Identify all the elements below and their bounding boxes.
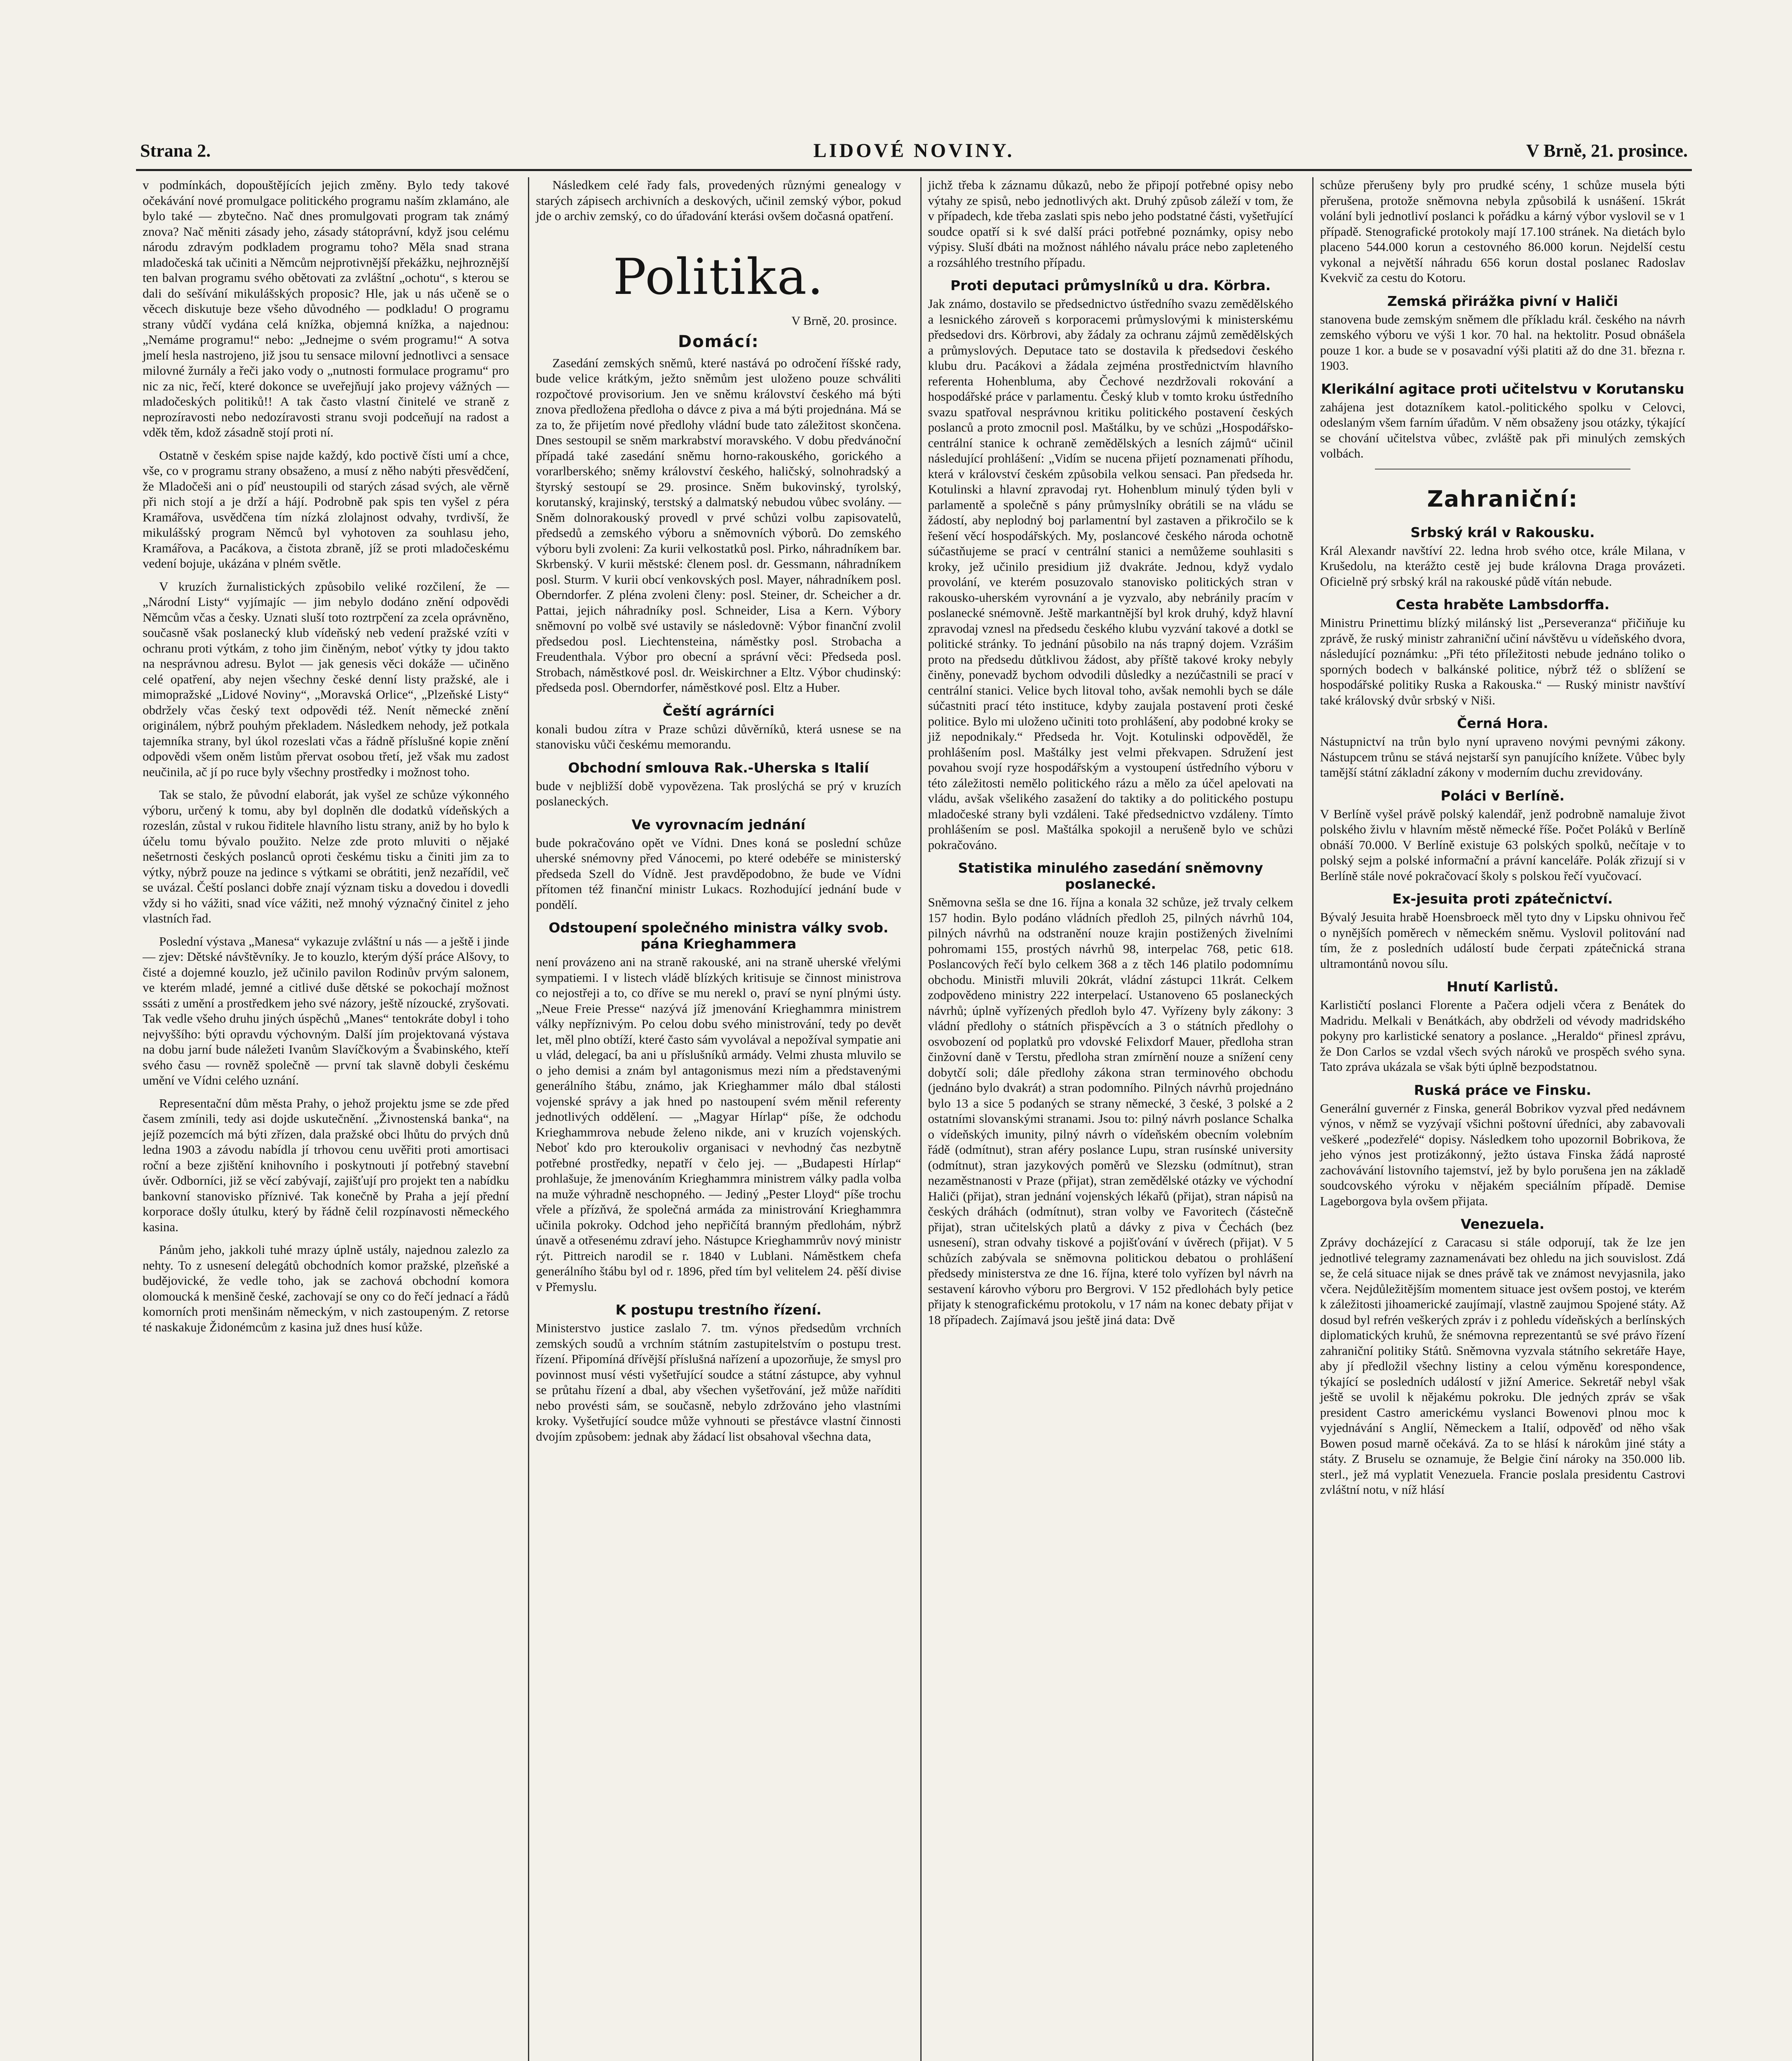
paragraph: bude pokračováno opět ve Vídni. Dnes koná se poslední schůze uherské snémovny před Vánocemi, po které odebéře se ministerský předseda Szell do Vídně. Jest pravděpodobno, že bude ve Vídni přítomen též finanční ministr Lukacs. Rozhodující jednání bude v pondělí. <box>536 835 901 912</box>
article-heading: Černá Hora. <box>1457 715 1548 731</box>
page-number: Strana 2. <box>140 141 211 161</box>
paragraph: Následkem celé řady fals, provedených různými genealogy v starých zápisech archivních a deskových, učinil zemský výbor, pokud jde o archiv zemský, co do úřadování kterási ovšem dočasná opatření. <box>536 178 901 223</box>
paragraph: Tak se stalo, že původní elaborát, jak vyšel ze schůze výkonného výboru, určený k tomu, aby byl doplněn dle dodatků vídeňských a rozeslán, zůstal v rukou řiditele hlavního listu strany, aniž by ho bylo k účelu tomu bývalo použito. Nelze zde proto mluviti o nějaké nešetrnosti českých poslanců oproti českému tisku a činiti jim za to výtky, nýbrž pouze na jedince s výtkami se obrátiti, jenž nezařídil, več se uvázal. Čeští poslanci dobře znají význam tisku a dovedou i dovedli vždy si ho vážiti, snad více vážiti, než mnohý význačný činitel z jeho vlastních řad. <box>143 787 509 925</box>
paragraph: Ministru Prinettimu blízký milánský list „Perseveranza“ přičiňuje ku zprávě, že ruský ministr zahraniční učiní návštěvu u vídeňského dvora, následující poznámku: „Při této příležitosti nebude jednáno toliko o sporných bodech v balkánské politice, nýbrž též o sblížení se hospodářské politiky Ruska a Rakouska.“ — Ruský ministr navštíví také královský dvůr srbský v Niši. <box>1320 615 1685 707</box>
paragraph: konali budou zítra v Praze schůzi důvěrníků, která usnese se na stanovisku vůči českému memorandu. <box>536 721 901 751</box>
paragraph: zahájena jest dotazníkem katol.-politického spolku v Celovci, odeslaným všem farním úřadům. V něm obsaženy jsou otázky, týkající se chování učitelstva vůbec, zvláště pak při minulých zemských volbách. <box>1320 399 1685 460</box>
section-domestic: Domácí: <box>678 332 759 351</box>
column-4 <box>1312 177 1692 2061</box>
paragraph: bude v nejbližší době vypovězena. Tak proslýchá se prý v kruzích poslaneckých. <box>536 778 901 808</box>
column-1 <box>136 177 516 2061</box>
paragraph: stanovena bude zemským sněmem dle příkladu král. českého na návrh zemského výboru ve výši 1 kor. 70 hal. na hektolitr. Posud obnášela pouze 1 kor. a bude se v posavadní výši platiti až do dne 31. března r. 1903. <box>1320 312 1685 373</box>
paragraph: Representační dům města Prahy, o jehož projektu jsme se zde před časem zmínili, tedy asi dojde uskutečnění. „Živnostenská banka“, na jejíž pozemcích má býti zřízen, dala pražské obci lhůtu do prvých dnů ledna 1903 a závodu nabídla jí trhovou cenu uvěřiti proti amortisaci roční a beze zjištění knihovního i poskytnouti jí potřebný stavební úvěr. Odborníci, již se věcí zabývají, zajišťují pro projekt ten a nabídku bankovní stanovisko příznivé. Tak konečně by Praha a její přední korporace došly útulku, který by řádně čelil rozpínavosti německého kasina. <box>143 1096 509 1234</box>
paragraph: jichž třeba k záznamu důkazů, nebo že připojí potřebné opisy nebo výtahy ze spisů, nebo jednotlivých akt. Druhý způsob záleží v tom, že v případech, kde třeba zaslati spis nebo jeho podstatné části, vyšetřující soudce opatří si k své další práci potřebné poznámky, opisy nebo výpisy. Sluší dbáti na možnost náhlého návalu práce nebo zapleteného a rozsáhlého trestního případu. <box>928 178 1293 270</box>
politics-title: Politika. <box>613 248 824 306</box>
paragraph: Zasedání zemských sněmů, které nastává po odročení říšské rady, bude velice krátkým, ježto sněmům jest uloženo pouze schváliti rozpočtové provisorium. Jen ve sněmu království českého má býti znova předložena předloha o dávce z piva a má býti projednána. Má se za to, že přijetím nové předlohy vládní bude tato záležitost skončena. Dnes sestoupil se sněm markrabství moravského. V dobu předvánoční případá také zasedání sněmu horno-rakouského, gorického a vorarlberského; sněmy království českého, haličský, solnohradský a štyrský sestoupí se 29. prosince. Sněm bukovinský, tyrolský, korutanský, krajinský, terstský a dalmatský nebudou vůbec svolány. — Sněm dolnorakouský provedl v prvé schůzi volbu zapisovatelů, předsedů a zemského výboru a sněmovních výborů. Do zemského výboru byli zvoleni: Za kurii velkostatků posl. Pirko, náhradníkem bar. Skrbenský. V kurii městské: členem posl. dr. Gessmann, náhradníkem posl. Sturm. V kurii obcí venkovských posl. Mayer, náhradníkem posl. Oberndorfer. Z pléna zvoleni členy: posl. Steiner, dr. Scheicher a dr. Pattai, jejich náhradníky posl. Schneider, Lisa a Kern. Výbory sněmovní po volbě své ustavily se následovně: Výbor finanční zvolil předsedou posl. Liechtensteina, náměstky posl. Strobacha a Freudenthala. Výbor pro obecní a správní věci: Předseda posl. Strobach, náměstkové posl. dr. Weiskirchner a Eltz. Výbor chudinský: předseda posl. Oberndorfer, náměstkové posl. Eltz a Huber. <box>536 355 901 695</box>
newspaper-page <box>136 136 1692 2061</box>
article-heading: Ex-jesuita proti zpátečnictví. <box>1392 891 1613 907</box>
paragraph: Generální guvernér z Finska, generál Bobrikov vyzval před nedávnem výnos, v němž se vyzývají všichni poštovní úředníci, aby zabavovali veškeré „podezřelé“ dopisy. Následkem toho upozornil Bobrikova, že jeho výnos jest protizákonný, ježto ústava Finska žádá naprosté zachovávání listovního tajemství, jež by bylo porušena jen na základě soudcovského výroku v nějakém speciálním případě. Demise Lageborgova byla ovšem přijata. <box>1320 1101 1685 1208</box>
paragraph: Pánům jeho, jakkoli tuhé mrazy úplně ustály, najednou zalezlo za nehty. To z usnesení delegátů obchodních komor pražské, plzeňské a budějovické, že vedle toho, jak se zachová obchodní komora olomoucká k menšině české, zachovají se ony co do řečí jednací a řádů komorních proti menšinám německým, v nich zastoupeným. Z retorse té naskakuje Židonémcům z kasina juž dnes husí kůže. <box>143 1242 509 1334</box>
article-heading: Poláci v Berlíně. <box>1440 787 1565 804</box>
article-heading: Čeští agrárníci <box>662 702 774 719</box>
paragraph: V Berlíně vyšel právě polský kalendář, jenž podrobně namaluje život polského živlu v hlavním městě německé říše. Počet Poláků v Berlíně obnáší 70.000. V Berlíně existuje 63 polských spolků, nečítaje v to polský sejm a polské informační a právní kanceláře. Polák zřizují si v Berlíně stále nové pokračovací školy s polskou řečí vyučovací. <box>1320 806 1685 883</box>
article-heading: K postupu trestního řízení. <box>615 1302 822 1318</box>
newspaper-title: LIDOVÉ NOVINY. <box>813 140 1015 162</box>
article-heading: Hnutí Karlistů. <box>1447 979 1559 995</box>
paragraph: Ostatně v českém spise najde každý, kdo poctivě čísti umí a chce, vše, co v programu strany obsaženo, a musí z něho nabýti přesvědčení, že Mladočeši ani o píď neustoupili od starých zásad svých, ale věrně při nich stojí a je drží a hájí. Podrobně pak spis ten vyšel z péra Kramářova, usvědčena tím nízká zlolajnost odvahy, tvrdivší, že mikulášský program Němců byl vyhotoven za souhlasu jeho, Kramářova, a Pacákova, a čistota zbraně, jíž se proti mladočeskému vedení bojuje, ukázána v plném světle. <box>143 448 509 570</box>
article-heading: Klerikální agitace proti učitelstvu v Korutansku <box>1321 380 1684 397</box>
column-2 <box>528 177 908 2061</box>
paragraph: Sněmovna sešla se dne 16. října a konala 32 schůze, jež trvaly celkem 157 hodin. Bylo podáno vládních předloh 25, pilných návrhů 104, pilných návrhů na odstranění nouze krajin postižených živelními pohromami 155, prostých návrhů 98, interpelac 768, petic 618. Poslancových řečí bylo celkem 368 a z těch 146 platilo podomnímu obchodu. Ministři mluvili 20krát, vládní zástupci 11krát. Celkem zodpovědeno ministry 222 interpelací. Ustanoveno 65 poslaneckých návrhů; úplně vyřízených předloh bylo 47. Vyřízeny byly zákony: 3 vládní předlohy o státních přispěvcích a 3 o státních předlohy o osvobození od poplatků pro vdovské Felixdorf Mauer, předloha stran činžovní daně v Terstu, předloha stran zmírnění nouze a snížení ceny dobytčí soli; dále předlohy zákona stran terminového obchodu (jednáno bylo dvakrát) a stran podomního. Pilných návrhů projednáno bylo 13 a sice 5 podaných se strany německé, 3 české, 3 polské a 2 ostatními slovanskými stranami. Jsou to: pilný návrh poslance Schalka o vídeňských imunity, pilný návrh o vídeňském obecním volebním řádě (odmítnut), stran aféry poslance Lupu, stran rusínské university (odmítnut), stran jazykových poměrů ve Slezsku (odmítnut), stran nezaměstnanosti v Praze (přijat), stran zemědělské otázky ve východní Haliči (přijat), stran jednání vojenských lékařů (přijat), stran nápisů na českých dráhách (odmítnut), stran volby ve Favoritech (částečně přijat), stran učitelských platů a dávky z piva v Čechách (bez usnesení), stran odvahy tiskové a pojišťování v úvěrech (přijat). V 5 schůzích zabývala se sněmovna politickou debatou o prohlášení předsedy ministerstva ze dne 16. října, které tolo vyřízen byl návrh na sestavení károvho výboru pro Bergrovi. V 152 předlohách byly petice přijaty k stenografickému protokolu, v 17 nám na konec debaty přijat v 18 případech. Zajímavá jsou ještě jiná data: Dvě <box>928 895 1293 1327</box>
section-foreign: Zahraniční: <box>1427 486 1579 512</box>
paragraph: v podmínkách, dopouštějících jejich změny. Bylo tedy takové očekávání nové promulgace politického programu naším zklamáno, ale bylo také — zbytečno. Nač dnes promulgovati program tak známý znova? Nač měniti zásady jeho, zásady státoprávní, když jsou celému národu zdravým podkladem programu toho? Měla snad strana mladočeská tak učiniti a Němcům nejprotivnější překážku, nejhroznější ten balvan programu svého obětovati za zvláštní „ochotu“, s kterou se dali do sešívání mikulášských proposic? Hle, jak u nás učeně se o věcech diskutuje beze všeho důvodného — podkladu! O programu strany vůdčí vydána celá knížka, objemná knížka, a najednou: „Nemáme programu!“ nebo: „Jednejme o svém programu!“ A sotva jmelí hesla nastrojeno, již jsou tu sensace milovní jednotlivci a sensace milovné žurnály a řeči jako vody o „nutnosti formulace programu“ pro nic za nic, řečí, které dokonce se uveřejňují jako projevy vážných — mladočeských politiků!! A tak často vlastní činitelé ve straně z neprozíravosti nebo nedozíravosti stranu svoji podceňují na radost a vděk těm, kdož zásadně stojí proti ní. <box>143 178 509 439</box>
paragraph: Nástupnictví na trůn bylo nyní upraveno novými pevnými zákony. Nástupcem trůnu se stává nejstarší syn panujícího knížete. Vůbec byly tamější státní základní zákony v moderním duchu zrevidovány. <box>1320 734 1685 779</box>
article-heading: Venezuela. <box>1461 1216 1545 1232</box>
masthead <box>136 136 1692 171</box>
article-heading: Obchodní smlouva Rak.-Uherska s Italií <box>568 759 869 776</box>
politics-dateline: V Brně, 20. prosince. <box>791 314 897 328</box>
paragraph: V kruzích žurnalistických způsobilo veliké rozčilení, že — „Národní Listy“ vyjímajíc — jim nebylo dodáno znění odpovědi Němcům včas a česky. Uznati sluší toto roztrpčení za zcela oprávněno, současně však poslanecký klub vídeňský neb vedení pražské vzíti v ochranu proti výtkám, z toho jim činěným, neboť výtky ty jdou takto na nesprávnou adresu. Bylot — jak genesis věci dokáže — učiněno celé opatření, aby nejen všechny české denní listy pražské, ale i mimopražské „Lidové Noviny“, „Moravská Orlice“, „Plzeňské Listy“ obdržely včas český text odpovědi též. Nenít německé znění originálem, nýbrž pouhým překladem. Následkem nehody, jež potkala tajemníka strany, byl úkol rozeslati včas a řádně příslušné kopie znění odpovědi všem oněm listům přervat osobou třetí, jež však mu zadost neučinila, ač jí po ruce byly všechny prostředky i možnost toho. <box>143 579 509 779</box>
article-heading: Cesta hraběte Lambsdorffa. <box>1396 596 1610 613</box>
article-columns <box>136 177 1692 2061</box>
article-heading: Ruská práce ve Finsku. <box>1414 1082 1591 1098</box>
paragraph: Bývalý Jesuita hrabě Hoensbroeck měl tyto dny v Lipsku ohnivou řeč o nynějších poměrech v německém sněmu. Vyslovil politování nad tím, že z posledních událostí bude čerpati zpátečnická strana ultramontánů novou sílu. <box>1320 910 1685 971</box>
paragraph: není provázeno ani na straně rakouské, ani na straně uherské vřelými sympatiemi. I v listech vládě blízkých kritisuje se činnost ministrova co nejostřeji a to, co dříve se mu nerekl o, praví se nyní plnými ústy. „Neue Freie Presse“ nazývá jíž jmenování Krieghammra ministrem války nepříznivým. Po celou dobu svého ministrování, tedy po devět let, měl plno obtíží, které často sám vyvolával a nepožíval sympatie ani u vlád, delegací, ba ani u příslušníků armády. Velmi zhusta mluvilo se o jeho demisi a znám byl antagonismus mezi ním a představenými generálního štábu, známo, jak Krieghammer málo dbal stálosti vojenské správy a jak hned po nastoupení svém měnil referenty jednotlivých oddělení. — „Magyar Hírlap“ píše, že odchodu Krieghammrova nebude želeno nikde, ani v kruzích vojenských. Neboť kdo pro kteroukoliv organisaci v nevhodný čas nezbytně potřebné prostředky, nepatří v čelo jej. — „Budapesti Hírlap“ prohlašuje, že jmenováním Krieghammra ministrem války padla volba na muže výhradně neschopného. — Jediný „Pester Lloyd“ píše trochu vřele a přízňvá, že společná armáda za ministrování Krieghammra učinila pokroky. Odchod jeho nepřičítá branným předlohám, nýbrž únavě a otřesenému zdraví jeho. Nástupce Krieghammrův nový ministr rýt. Pittreich narodil se r. 1840 v Lublani. Náměstkem chefa generálního štábu byl od r. 1896, před tím byl velitelem 24. pěší divise v Přemyslu. <box>536 955 901 1294</box>
article-heading: Odstoupení společného ministra války svob. pána Krieghammera <box>549 920 889 952</box>
paragraph: Král Alexandr navštíví 22. ledna hrob svého otce, krále Milana, v Krušedolu, na kterážto cestě jej bude královna Draga provázeti. Oficielně prý srbský král na rakouské půdě vítán nebude. <box>1320 543 1685 589</box>
paragraph: Karlističtí poslanci Florente a Pačera odjeli včera z Benátek do Madridu. Melkali v Benátkách, aby obdrželi od vévody madridského pokyny pro karlistické senatory a poslance. „Heraldo“ přinesl zprávu, že Don Carlos se vzdal všech svých nároků ve prospěch svého syna. Tato zpráva ukázala se však býti úplně bezpodstatnou. <box>1320 998 1685 1074</box>
paragraph: Ministerstvo justice zaslalo 7. tm. výnos předsedům vrchních zemských soudů a vrchním státním zastupitelstvím o postupu trest. řízení. Připomíná dřívější příslušná nařízení a upozorňuje, že smysl pro povinnost musí vésti vyšetřující soudce a státní zástupce, aby vyhnul se průtahu řízení a dbal, aby všechen vyšetřování, jež může naříditi nebo provésti sám, se současně, nebylo zdržováno jeho vlastními kroky. Vyšetřující soudce může vyhnouti se přestávce vlastní činnosti dvojím způsobem: jednak aby žádací list obsahoval všechna data, <box>536 1321 901 1444</box>
article-heading: Statistika minulého zasedání sněmovny poslanecké. <box>958 860 1263 892</box>
article-heading: Proti deputaci průmyslníků u dra. Körbra. <box>950 277 1271 293</box>
issue-dateline: V Brně, 21. prosince. <box>1526 141 1688 161</box>
article-heading: Ve vyrovnacím jednání <box>631 816 806 833</box>
article-heading: Zemská přirážka pivní v Haliči <box>1387 293 1618 309</box>
paragraph: Poslední výstava „Manesa“ vykazuje zvláštní u nás — a ještě i jinde — zjev: Dětské návštěvníky. Je to kouzlo, kterým dýší práce Alšovy, to čisté a dojemné kouzlo, jež učinilo pavilon Rodinův prvým salonem, ve kterém mladé, jemné a citlivé duše dětské se pokochají možnost sssáti z umění a prostředkem jeho své názory, ještě nízoucké, zryšovati. Tak vedle všeho druhu jiných úspěchů „Manes“ tentokráte dobyl i toho nejvyššího: býti opravdu výchovným. Další jím projektovaná výstava na dobu jarní bude náležeti Ivanům Slavíčkovým a Švabinského, kteří svého času — rovněž společně — první tak slavně dobyli českému umění ve Vídni celého uznání. <box>143 934 509 1087</box>
paragraph: Zprávy docházející z Caracasu si stále odporují, tak že lze jen jednotlivé telegramy zaznamenávati bez ohledu na jich souvislost. Zdá se, že celá situace nijak se dnes právě tak ve známost nevyjasnila, jako včera. Nejdůležitějším momentem situace jest ovšem postoj, ve kterém k záležitosti jihoamerické zaujímají, vlastně zaujmou Spojené státy. Až dosud byl refrén veškerých zpráv i z pohledu vídeňských a berlínských diplomatických kruhů, že snémovna reprezentantů se své právo řízení zahraniční politiky Států. Sněmovna vyzvala státního sekretáře Haye, aby jí předložil všechny listiny a celou výměnu korespondence, týkající se posledních událostí v jižní Americe. Sekretář nebyl však ještě se uvolil k nějakému pokroku. Dle jedných zpráv se však president Castro americkému vyslanci Bowenovi plnou moc k vyjednávání s Anglií, Německem a Italií, odpověď od něho však Bowen posud marně očekává. Za to se hlásí k nárokům jiné státy a státy. Z Bruselu se oznamuje, že Belgie činí nároky na 350.000 lib. sterl., jež má vyplatit Venezuela. Francie poslala presidentu Castrovi zvláštní notu, v níž hlásí <box>1320 1235 1685 1497</box>
paragraph: Jak známo, dostavilo se předsednictvo ústředního svazu zemědělského a lesnického zároveň s korporacemi průmyslovými k ministerskému předsedovi drs. Körbrovi, aby žádaly za ochranu zájmů zemědělských a průmyslových. Deputace tato se dostavila k předsedovi českého klubu dru. Pacákovi a žádala zejména prostřednictvím hlavního referenta Hohenbluma, aby Čechové nezdržovali rokování a hospodářské práce v parlamentu. Český klub v tomto kroku ústředního svazu spatřoval nesprávnou kritiku politického postavení českých poslanců a proto zmocnil posl. Maštálku, by ve schůzi „Hospodářsko-centrální stanice k ochraně zemědělských a lesních zájmů“ učinil následující prohlášení: „Vidím se nucena přijetí poznamenati příhodu, která v království českém způsobila velkou sensaci. Pan předseda hr. Kotulinski a hlavní zpravodaj ryt. Hohenblum minulý týden byli v parlamentě a společně s pány průmyslníky obrátili se na vládu se žádostí, aby neplodný boj parlamentní byl zastaven a přikročilo se k řešení věcí hospodářských. My, poslancové českého národa ochotně súčastňujeme se prací v centrální stanici a nemůžeme souhlasiti s kroky, jež učinilo presidium již dvakráte. Jednou, když vydalo provolání, ve kterém posuzovalo stanovisko politických stran v rakousko-uherském vyrovnání a je vyzvalo, aby nebránily pracím v poslanecké snémovně. Ještě markantnější byl krok druhý, když hlavní zpravodaj vznesl na předsedu českého klubu vyzvání takové a dotkl se politické stránky. To jednání působilo na nás trapný dojem. Vzrášim proto na předsedu důtklivou žádost, aby příště takové kroky nebyly činěny, ponevadž bychom odvodili důsledky a nezúčastnili se prací v centrální stanici. Velice bych litoval toho, avšak nemohli bych se dále súčastniti prací této instituce, kdyby zaujala postavení proti české politice. Bylo mi uloženo učiniti toto prohlášení, aby podobné kroky se již nepodnikaly.“ Předseda hr. Vojt. Kotulinski odpověděl, že prohlášením posl. Maštálky jest velmi překvapen. Sdružení jest povahou svojí ryze hospodářským a vystoupení ústředního výboru v této záležitosti nemělo politického rázu a mělo za účel apelovati na vládu, avšak všelikého zasažení do taktiky a do politického postupu mladočeské strany byli vzdáleni. Také předsednictvo vzdáleny. Tímto prohlášením se posl. Maštálka spokojil a nerušeně bylo ve schůzi pokračováno. <box>928 296 1293 852</box>
paragraph: schůze přerušeny byly pro prudké scény, 1 schůze musela býti přerušena, protože sněmovna nebyla způsobilá k usnášení. 15krát volání byli jednotliví poslanci k pořádku a kárný výbor vyslovil se v 1 případě. Stenografické protokoly mají 17.100 stránek. Na dietách bylo placeno 544.000 korun a cestovného 86.000 korun. Nejdelší cestu vykonal a největší náhradu 656 korun dostal poslanec Radoslav Kvekvič za cestu do Kotoru. <box>1320 178 1685 285</box>
column-3 <box>920 177 1300 2061</box>
article-heading: Srbský král v Rakousku. <box>1410 524 1595 540</box>
